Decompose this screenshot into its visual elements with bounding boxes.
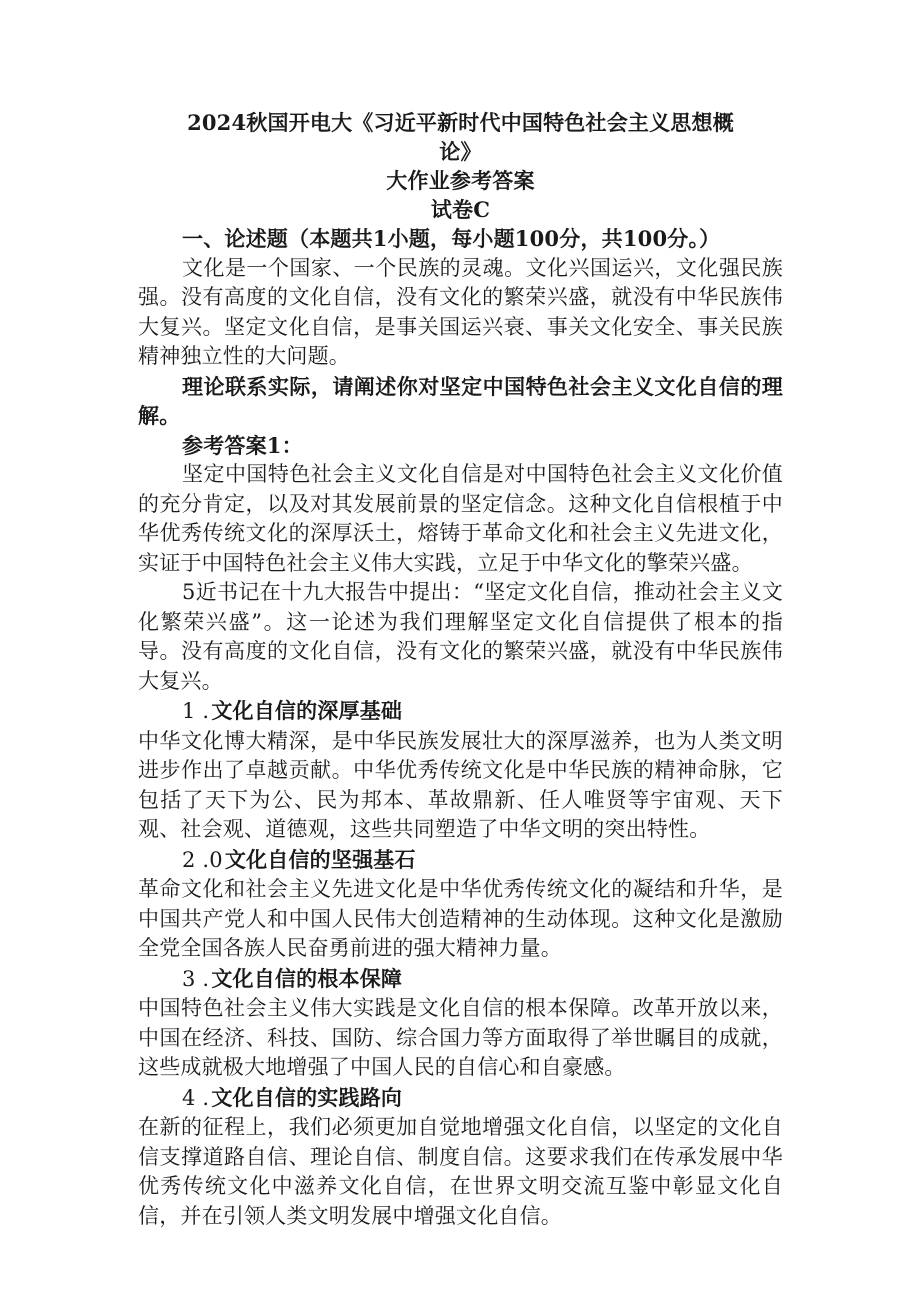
answer-label: 参考答案1：: [182, 432, 303, 458]
point-4-heading: [138, 1083, 783, 1114]
point-2-number: 2 .0: [182, 847, 223, 872]
point-1-heading: [138, 696, 783, 727]
exam-paper-label: 试卷C: [430, 197, 491, 222]
point-3-body: 中国特色社会主义伟大实践是文化自信的根本保障。改革开放以来，中国在经济、科技、国防、综合国力等方面取得了举世瞩目的成就，这些成就极大地增强了中国人民的自信心和自豪感。: [138, 996, 783, 1079]
section-heading: 一、论述题（本题共1小题，每小题100分，共100分。）: [182, 226, 721, 251]
essay-question: 理论联系实际，请阐述你对坚定中国特色社会主义文化自信的理解。: [138, 373, 783, 428]
point-1-number: 1 .: [182, 699, 210, 723]
point-1-body: 中华文化博大精深，是中华民族发展壮大的深厚滋养，也为人类文明进步作出了卓越贡献。中华优秀传统文化是中华民族的精神命脉，它包括了天下为公、民为邦本、革故鼎新、任人唯贤等宇宙观、天下观、社会观、道德观，这些共同塑造了中华文明的突出特性。: [138, 728, 783, 841]
point-4-body: 在新的征程上，我们必须更加自觉地增强文化自信，以坚定的文化自信支撑道路自信、理论自信、制度自信。这要求我们在传承发展中华优秀传统文化中滋养文化自信，在世界文明交流互鉴中彰显文化自信，并在引领人类文明发展中增强文化自信。: [138, 1115, 783, 1228]
answer-paragraph-2: 5近书记在十九大报告中提出：“坚定文化自信，推动社会主义文化繁荣兴盛”。这一论述为我们理解坚定文化自信提供了根本的指导。没有高度的文化自信，没有文化的繁荣兴盛，就没有中华民族伟大复兴。: [138, 580, 783, 693]
answer-paragraph-1: 坚定中国特色社会主义文化自信是对中国特色社会主义文化价值的充分肯定，以及对其发展前景的坚定信念。这种文化自信根植于中华优秀传统文化的深厚沃土，熔铸于革命文化和社会主义先进文化，实证于中国特色社会主义伟大实践，立足于中华文化的擎荣兴盛。: [138, 462, 783, 575]
point-2-heading: [138, 845, 783, 876]
point-2-body: 革命文化和社会主义先进文化是中华优秀传统文化的凝结和升华，是中国共产党人和中国人民伟大创造精神的生动体现。这种文化是激励全党全国各族人民奋勇前进的强大精神力量。: [138, 877, 783, 960]
document-content: [138, 108, 783, 1231]
point-3-heading: [138, 964, 783, 995]
document-title-line-2: 论》: [439, 139, 482, 164]
point-4-title: 文化自信的实践路向: [211, 1084, 403, 1110]
point-3-number: 3 .: [182, 966, 210, 991]
point-2-title: 文化自信的坚强基石: [224, 846, 416, 872]
point-3-title: 文化自信的根本保障: [211, 965, 403, 991]
point-4-number: 4 .: [182, 1085, 210, 1110]
point-1-title: 文化自信的深厚基础: [211, 698, 403, 723]
intro-paragraph: 文化是一个国家、一个民族的灵魂。文化兴国运兴，文化强民族强。没有高度的文化自信，没有文化的繁荣兴盛，就没有中华民族伟大复兴。坚定文化自信，是事关国运兴衰、事关文化安全、事关民族精神独立性的大问题。: [138, 255, 783, 368]
document-subtitle: 大作业参考答案: [386, 168, 535, 193]
document-title-line-1: 2024秋国开电大《习近平新时代中国特色社会主义思想概: [187, 110, 734, 135]
